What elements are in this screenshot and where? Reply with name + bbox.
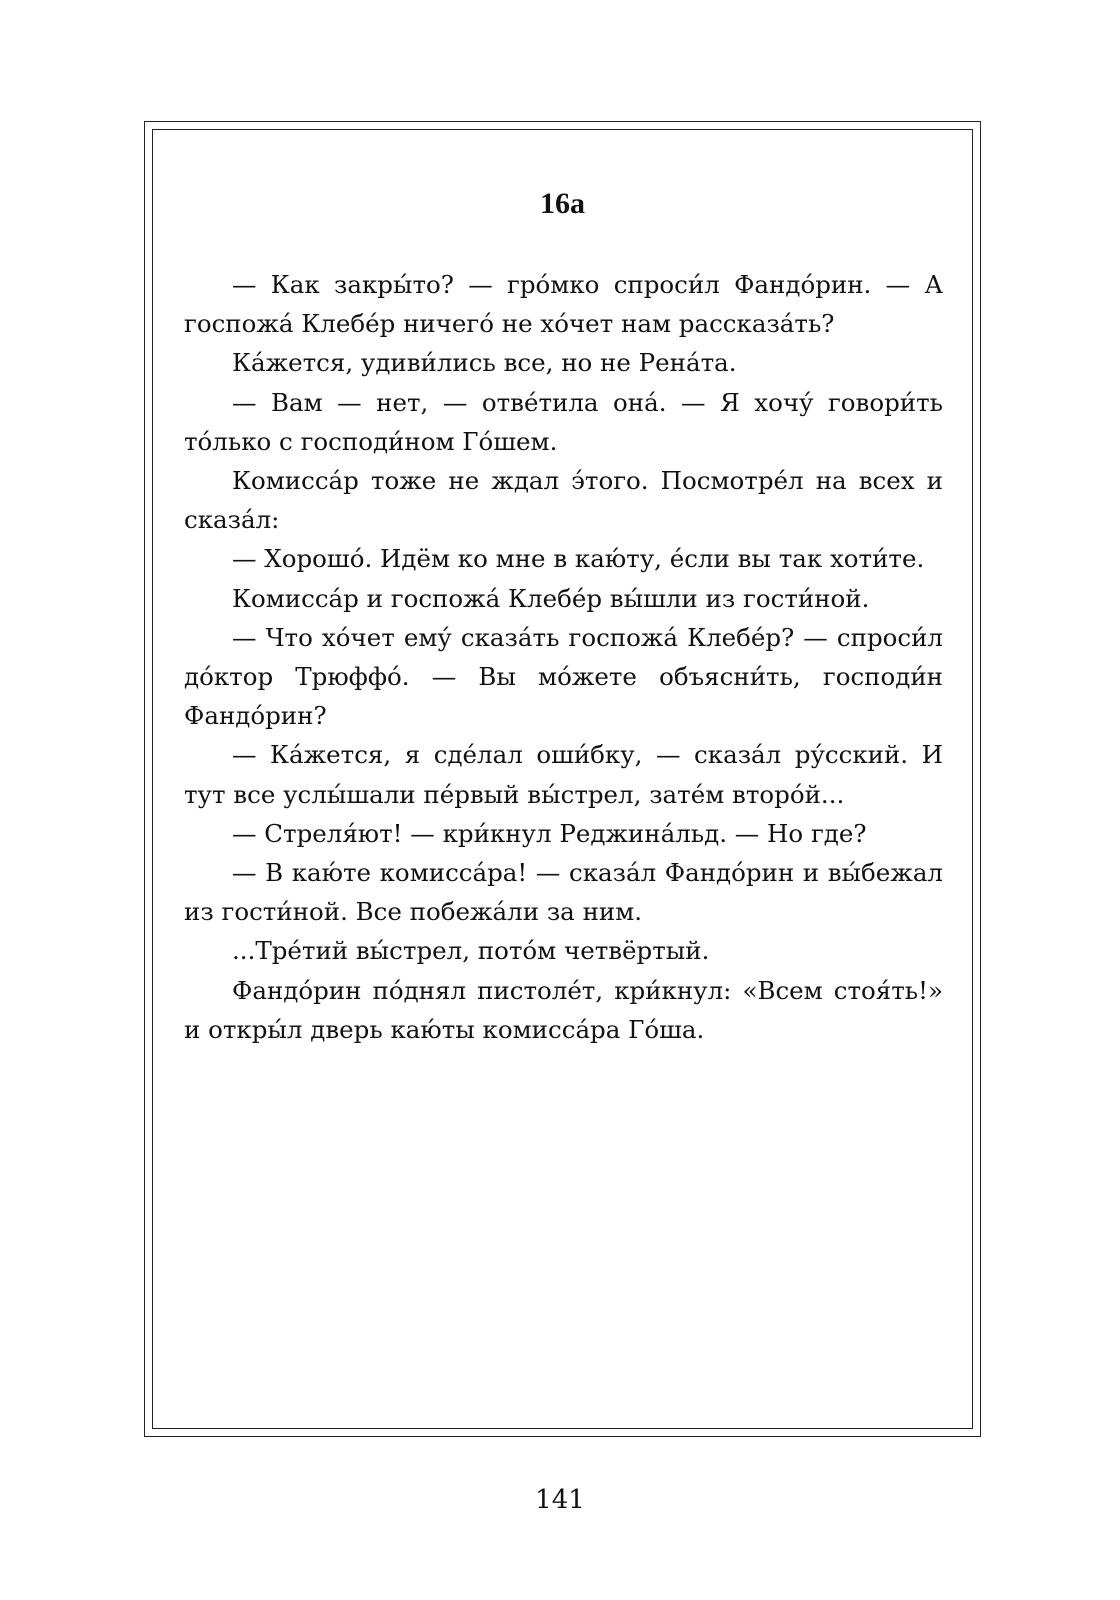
paragraph: — Как закры́то? — гро́мко спроси́л Фандо́рин. — А госпожа́ Клебе́р ничего́ не хо́чет нам рассказа́ть?: [184, 270, 943, 339]
paragraph: — Вам — нет, — отве́тила она́. — Я хочу́ говори́ть то́лько с господи́ном Го́шем.: [184, 387, 943, 456]
paragraph: Комисса́р и госпожа́ Клебе́р вы́шли из гости́ной.: [232, 583, 870, 613]
paragraph: — В каю́те комисса́ра! — сказа́л Фандо́рин и вы́бежал из гости́ной. Все побежа́ли за ним.: [184, 858, 943, 927]
paragraph: Комисса́р тоже не ждал э́того. Посмотре́л на всех и сказа́л:: [184, 466, 943, 535]
paragraph: — Стреля́ют! — кри́кнул Реджина́льд. — Но где?: [232, 818, 867, 848]
page-number: 141: [535, 1485, 585, 1515]
story-text: [184, 265, 943, 1049]
paragraph: — Хорошо́. Идём ко мне в каю́ту, е́сли вы так хоти́те.: [232, 544, 925, 574]
paragraph: Фандо́рин по́днял пистоле́т, кри́кнул: «Всем стоя́ть!» и откры́л дверь каю́ты комисса́ра Го́ша.: [184, 975, 943, 1044]
paragraph: — Ка́жется, я сде́лал оши́бку, — сказа́л ру́сский. И тут все услы́шали пе́рвый вы́стрел, зате́м второ́й...: [184, 740, 943, 809]
chapter-title: 16а: [540, 187, 585, 220]
paragraph: ...Тре́тий вы́стрел, пото́м четвёртый.: [232, 936, 710, 966]
paragraph: Ка́жется, удиви́лись все, но не Рена́та.: [232, 348, 737, 378]
paragraph: — Что хо́чет ему́ сказа́ть госпожа́ Клебе́р? — спроси́л до́ктор Трюффо́. — Вы мо́жете объясни́ть, господи́н Фандо́рин?: [184, 622, 943, 731]
